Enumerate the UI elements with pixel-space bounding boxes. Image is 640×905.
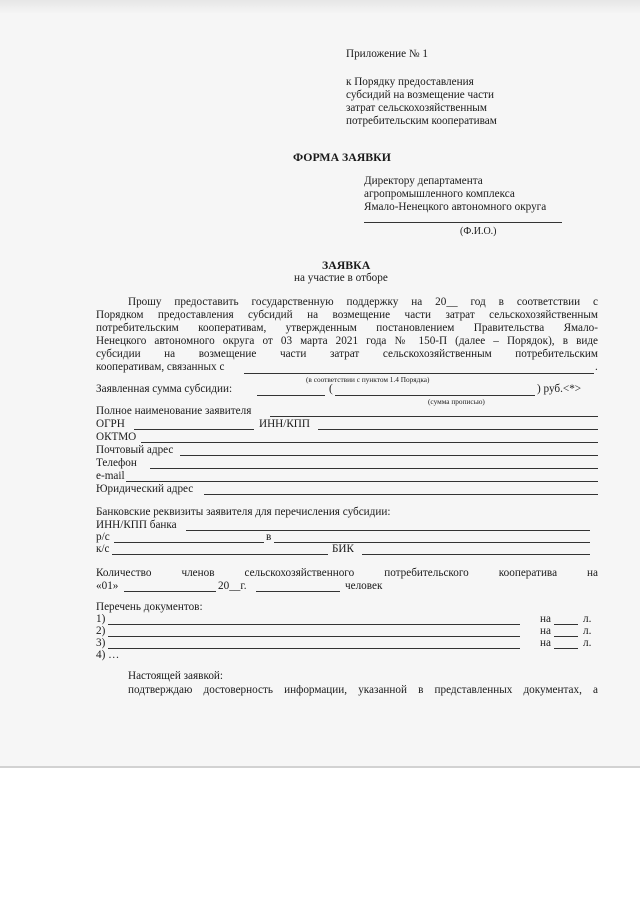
document-number: 1) [96,613,106,625]
document-sheets-label: л. [583,637,592,649]
scan-top-shadow [0,0,640,14]
rs-field[interactable] [114,542,264,543]
documents-heading: Перечень документов: [96,601,203,613]
appendix-ref-line: потребительским кооперативам [346,115,497,127]
postal-address-field[interactable] [180,455,598,456]
application-subtitle: на участие в отборе [294,272,388,284]
appendix-ref-line: субсидий на возмещение части [346,89,494,101]
rs-label: р/с [96,531,110,543]
email-field[interactable] [126,481,598,482]
members-people-label: человек [345,580,383,592]
appendix-number: Приложение № 1 [346,48,428,60]
scan-bottom-edge [0,766,640,768]
amount-number-field[interactable] [257,395,325,396]
request-last-line: кооперативам, связанных с [96,361,225,373]
full-name-field[interactable] [270,416,598,417]
addressee-line: агропромышленного комплекса [364,188,515,200]
amount-caption: (сумма прописью) [428,397,485,406]
document-sheets-field[interactable] [554,624,578,625]
period: . [595,361,598,373]
document-name-field[interactable] [108,636,520,637]
request-line: субсидии на возмещение части затрат сельскохозяйственным потребительским [96,348,598,360]
inn-kpp-field[interactable] [318,429,598,430]
members-year: 20__г. [218,580,247,592]
purpose-caption: (в соответствии с пунктом 1.4 Порядка) [306,375,430,384]
email-label: e-mail [96,470,125,482]
oktmo-field[interactable] [141,442,598,443]
purpose-field[interactable] [244,373,594,374]
closing-line: подтверждаю достоверность информации, указанной в представленных документах, а [128,684,598,696]
amount-open-paren: ( [329,383,333,395]
bank-inn-kpp-label: ИНН/КПП банка [96,519,177,531]
ks-label: к/с [96,543,110,555]
full-name-label: Полное наименование заявителя [96,405,252,417]
fio-caption: (Ф.И.О.) [460,226,497,237]
postal-address-label: Почтовый адрес [96,444,174,456]
ogrn-field[interactable] [134,429,254,430]
amount-label: Заявленная сумма субсидии: [96,383,233,395]
bank-name-label: в [266,531,272,543]
appendix-ref-line: затрат сельскохозяйственным [346,102,487,114]
document-name-field[interactable] [108,648,520,649]
document-more: 4) … [96,649,120,661]
bank-name-field[interactable] [274,542,590,543]
appendix-ref-line: к Порядку предоставления [346,76,474,88]
closing-heading: Настоящей заявкой: [128,670,224,682]
bank-heading: Банковские реквизиты заявителя для перечисления субсидии: [96,506,391,518]
document-sheets-field[interactable] [554,636,578,637]
members-date-day: «01» [96,580,119,592]
members-line: Количество членов сельскохозяйственного потребительского кооператива на [96,567,598,579]
oktmo-label: ОКТМО [96,431,137,443]
inn-kpp-label: ИНН/КПП [259,418,310,430]
request-line: потребительским кооперативам, утвержденным постановлением Правительства Ямало- [96,322,598,334]
amount-currency: ) руб.<*> [537,383,582,395]
request-line: Порядком предоставления субсидий на возмещение части затрат сельскохозяйственным [96,309,598,321]
document-on-label: на [540,613,551,625]
document-on-label: на [540,625,551,637]
addressee-line: Директору департамента [364,175,483,187]
bik-label: БИК [332,543,354,555]
document-on-label: на [540,637,551,649]
document-number: 3) [96,637,106,649]
document-sheets-label: л. [583,613,592,625]
ogrn-label: ОГРН [96,418,125,430]
legal-address-field[interactable] [204,494,598,495]
bank-inn-kpp-field[interactable] [186,530,590,531]
fio-line [364,222,562,223]
document-name-field[interactable] [108,624,520,625]
legal-address-label: Юридический адрес [96,483,194,495]
bik-field[interactable] [362,554,590,555]
addressee-line: Ямало-Ненецкого автономного округа [364,201,547,213]
request-line: Прошу предоставить государственную поддержку на 20__ год в соответствии с [128,296,598,308]
application-title: ЗАЯВКА [322,258,371,272]
ks-field[interactable] [112,554,328,555]
document-number: 2) [96,625,106,637]
form-title: ФОРМА ЗАЯВКИ [293,150,391,164]
amount-words-field[interactable] [335,395,535,396]
phone-field[interactable] [150,468,598,469]
phone-label: Телефон [96,457,137,469]
members-count-field[interactable] [256,591,340,592]
document-sheets-field[interactable] [554,648,578,649]
request-line: Ненецкого автономного округа от 03 марта 2021 года № 150-П (далее – Порядок), в виде [96,335,598,347]
members-month-field[interactable] [124,591,216,592]
document-sheets-label: л. [583,625,592,637]
